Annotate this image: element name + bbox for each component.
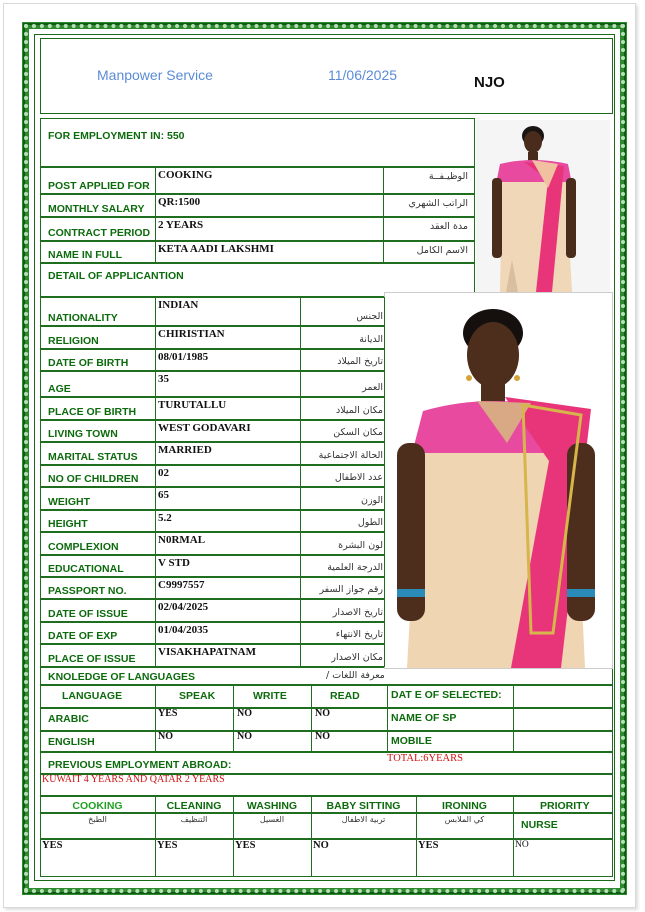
previous-label: PREVIOUS EMPLOYMENT ABROAD: bbox=[48, 759, 232, 771]
detail-label: PLACE OF ISSUE bbox=[48, 653, 136, 665]
side-info-label: NAME OF SP bbox=[391, 712, 457, 724]
divider bbox=[155, 510, 156, 532]
detail-value: 01/04/2035 bbox=[158, 624, 209, 636]
language-heading: KNOLEDGE OF LANGUAGES bbox=[48, 671, 196, 683]
top-field-value: KETA AADI LAKSHMI bbox=[158, 243, 274, 255]
top-field-arabic: الاسم الكامل bbox=[416, 245, 468, 256]
detail-heading: DETAIL OF APPLICANTION bbox=[48, 270, 184, 282]
top-field-label: CONTRACT PERIOD bbox=[48, 227, 151, 239]
divider bbox=[513, 731, 514, 752]
applicant-photo-portrait bbox=[384, 292, 613, 669]
skill-value: YES bbox=[42, 840, 63, 851]
language-row bbox=[40, 685, 613, 708]
divider bbox=[233, 839, 234, 877]
detail-arabic: رقم جواز السفر bbox=[319, 584, 383, 595]
divider bbox=[300, 420, 301, 442]
detail-value: 08/01/1985 bbox=[158, 351, 209, 363]
divider bbox=[155, 349, 156, 371]
divider bbox=[383, 241, 384, 263]
divider bbox=[300, 622, 301, 644]
top-field-arabic: الوظيـفــة bbox=[428, 171, 468, 182]
divider bbox=[155, 731, 156, 752]
divider bbox=[300, 349, 301, 371]
skill-name: BABY SITTING bbox=[326, 800, 401, 812]
employment-box bbox=[40, 118, 475, 167]
top-field-value: COOKING bbox=[158, 169, 213, 181]
skill-name: IRONING bbox=[442, 800, 487, 812]
language-write: NO bbox=[237, 708, 252, 719]
detail-value: 35 bbox=[158, 373, 169, 385]
detail-arabic: الجنس bbox=[356, 311, 383, 322]
top-field-value: 2 YEARS bbox=[158, 219, 204, 231]
detail-row bbox=[40, 487, 385, 510]
detail-value: WEST GODAVARI bbox=[158, 422, 251, 434]
skill-value: NO bbox=[313, 840, 329, 851]
divider bbox=[311, 731, 312, 752]
detail-value: N0RMAL bbox=[158, 534, 206, 546]
divider bbox=[513, 839, 514, 877]
top-field-label: NAME IN FULL bbox=[48, 249, 123, 261]
divider bbox=[300, 577, 301, 599]
skill-value: YES bbox=[418, 840, 439, 851]
col-speak: SPEAK bbox=[179, 690, 216, 702]
nurse-label: NURSE bbox=[521, 819, 558, 831]
divider bbox=[155, 371, 156, 397]
language-name: ENGLISH bbox=[48, 736, 95, 748]
divider bbox=[155, 577, 156, 599]
divider bbox=[233, 685, 234, 708]
detail-row bbox=[40, 510, 385, 532]
divider bbox=[311, 708, 312, 731]
detail-label: HEIGHT bbox=[48, 518, 88, 530]
divider bbox=[155, 297, 156, 326]
skill-name: COOKING bbox=[72, 800, 123, 812]
language-speak: NO bbox=[158, 731, 173, 742]
detail-value: TURUTALLU bbox=[158, 399, 227, 411]
detail-value: 5.2 bbox=[158, 512, 172, 524]
divider bbox=[155, 622, 156, 644]
divider bbox=[300, 487, 301, 510]
detail-value: MARRIED bbox=[158, 444, 212, 456]
detail-value: 02/04/2025 bbox=[158, 601, 209, 613]
divider bbox=[155, 839, 156, 877]
detail-value: VISAKHAPATNAM bbox=[158, 646, 256, 658]
detail-label: NATIONALITY bbox=[48, 312, 118, 324]
skill-name: WASHING bbox=[246, 800, 298, 812]
divider bbox=[311, 685, 312, 708]
skill-arabic: كي الملابس bbox=[444, 815, 485, 824]
top-field-label: POST APPLIED FOR bbox=[48, 180, 150, 192]
header-date: 11/06/2025 bbox=[328, 67, 398, 83]
divider bbox=[155, 326, 156, 349]
divider bbox=[300, 397, 301, 420]
skill-name: CLEANING bbox=[166, 800, 222, 812]
language-name: ARABIC bbox=[48, 713, 89, 725]
detail-label: LIVING TOWN bbox=[48, 428, 118, 440]
detail-label: DATE OF BIRTH bbox=[48, 357, 129, 369]
employment-label: FOR EMPLOYMENT IN: 550 bbox=[48, 130, 185, 142]
divider bbox=[513, 796, 514, 813]
divider bbox=[387, 685, 388, 708]
detail-arabic: تاريخ الاصدار bbox=[332, 607, 383, 618]
skill-value: YES bbox=[157, 840, 178, 851]
divider bbox=[300, 326, 301, 349]
divider bbox=[155, 167, 156, 194]
detail-value: 65 bbox=[158, 489, 169, 501]
detail-arabic: الوزن bbox=[360, 495, 383, 506]
language-write: NO bbox=[237, 731, 252, 742]
detail-label: PASSPORT NO. bbox=[48, 585, 127, 597]
portrait-image bbox=[385, 293, 612, 668]
col-read: READ bbox=[330, 690, 360, 702]
divider bbox=[383, 167, 384, 194]
divider bbox=[155, 420, 156, 442]
previous-total: TOTAL:6YEARS bbox=[387, 753, 463, 764]
detail-arabic: العمر bbox=[362, 382, 383, 393]
divider bbox=[300, 442, 301, 465]
divider bbox=[300, 532, 301, 555]
applicant-photo-full bbox=[476, 120, 610, 292]
divider bbox=[300, 510, 301, 532]
side-info-label: DAT E OF SELECTED: bbox=[391, 689, 502, 701]
divider bbox=[383, 217, 384, 241]
language-read: NO bbox=[315, 708, 330, 719]
detail-value: CHIRISTIAN bbox=[158, 328, 225, 340]
divider bbox=[155, 442, 156, 465]
divider bbox=[233, 708, 234, 731]
company-name: Manpower Service bbox=[97, 67, 213, 83]
divider bbox=[155, 685, 156, 708]
detail-label: DATE OF EXP bbox=[48, 630, 118, 642]
divider bbox=[387, 708, 388, 731]
detail-label: NO OF CHILDREN bbox=[48, 473, 139, 485]
full-portrait-image bbox=[476, 120, 610, 292]
top-field-value: QR:1500 bbox=[158, 196, 201, 208]
language-heading-arabic: معرفة اللغات / bbox=[326, 670, 385, 681]
divider bbox=[155, 599, 156, 622]
skill-arabic: التنظيف bbox=[180, 815, 208, 824]
skill-arabic: الغسيل bbox=[259, 815, 285, 824]
detail-label: DATE OF ISSUE bbox=[48, 608, 128, 620]
detail-arabic: مكان السكن bbox=[333, 427, 383, 438]
detail-value: V STD bbox=[158, 557, 190, 569]
skill-arabic: تربية الاطفال bbox=[341, 815, 386, 824]
detail-arabic: لون البشرة bbox=[338, 540, 383, 551]
divider bbox=[300, 297, 301, 326]
detail-label: AGE bbox=[48, 383, 71, 395]
divider bbox=[300, 465, 301, 487]
detail-arabic: الدرجة العلمية bbox=[327, 562, 383, 573]
divider bbox=[155, 708, 156, 731]
divider bbox=[155, 532, 156, 555]
divider bbox=[300, 371, 301, 397]
detail-arabic: مكان الميلاد bbox=[335, 405, 383, 416]
detail-arabic: الطول bbox=[357, 517, 383, 528]
divider bbox=[513, 685, 514, 708]
divider bbox=[311, 839, 312, 877]
divider bbox=[155, 194, 156, 217]
detail-arabic: مكان الاصدار bbox=[331, 652, 383, 663]
divider bbox=[155, 644, 156, 667]
detail-label: MARITAL STATUS bbox=[48, 451, 138, 463]
divider bbox=[155, 487, 156, 510]
detail-arabic: عدد الاطفال bbox=[334, 472, 383, 483]
language-speak: YES bbox=[158, 708, 178, 719]
detail-value: C9997557 bbox=[158, 579, 205, 591]
agency-code: NJO bbox=[474, 74, 505, 91]
col-language: LANGUAGE bbox=[62, 690, 123, 702]
priority-label: PRIORITY bbox=[540, 800, 590, 812]
detail-row bbox=[40, 371, 385, 397]
detail-label: PLACE OF BIRTH bbox=[48, 406, 137, 418]
language-read: NO bbox=[315, 731, 330, 742]
top-field-arabic: مدة العقد bbox=[430, 221, 468, 232]
nurse-value: NO bbox=[515, 840, 529, 850]
detail-label: COMPLEXION bbox=[48, 541, 119, 553]
divider bbox=[416, 839, 417, 877]
divider bbox=[155, 241, 156, 263]
divider bbox=[233, 731, 234, 752]
detail-label: RELIGION bbox=[48, 335, 99, 347]
divider bbox=[387, 731, 388, 752]
detail-label: WEIGHT bbox=[48, 496, 90, 508]
detail-arabic: الديانة bbox=[359, 334, 383, 345]
detail-arabic: الحالة الاجتماعية bbox=[318, 450, 383, 461]
divider bbox=[300, 644, 301, 667]
divider bbox=[383, 194, 384, 217]
detail-arabic: تاريخ الميلاد bbox=[337, 356, 383, 367]
divider bbox=[300, 599, 301, 622]
detail-arabic: تاريخ الانتهاء bbox=[335, 629, 383, 640]
divider bbox=[155, 397, 156, 420]
divider bbox=[155, 217, 156, 241]
skill-value: YES bbox=[235, 840, 256, 851]
top-field-arabic: الراتب الشهري bbox=[408, 198, 468, 209]
detail-value: 02 bbox=[158, 467, 169, 479]
detail-label: EDUCATIONAL bbox=[48, 563, 124, 575]
previous-detail: KUWAIT 4 YEARS AND QATAR 2 YEARS bbox=[42, 774, 225, 785]
divider bbox=[513, 813, 514, 839]
col-write: WRITE bbox=[253, 690, 287, 702]
divider bbox=[155, 465, 156, 487]
divider bbox=[513, 708, 514, 731]
skill-arabic: الطبخ bbox=[88, 815, 107, 824]
top-field-label: MONTHLY SALARY bbox=[48, 203, 145, 215]
divider bbox=[300, 555, 301, 577]
side-info-label: MOBILE bbox=[391, 735, 432, 747]
detail-value: INDIAN bbox=[158, 299, 199, 311]
divider bbox=[155, 555, 156, 577]
